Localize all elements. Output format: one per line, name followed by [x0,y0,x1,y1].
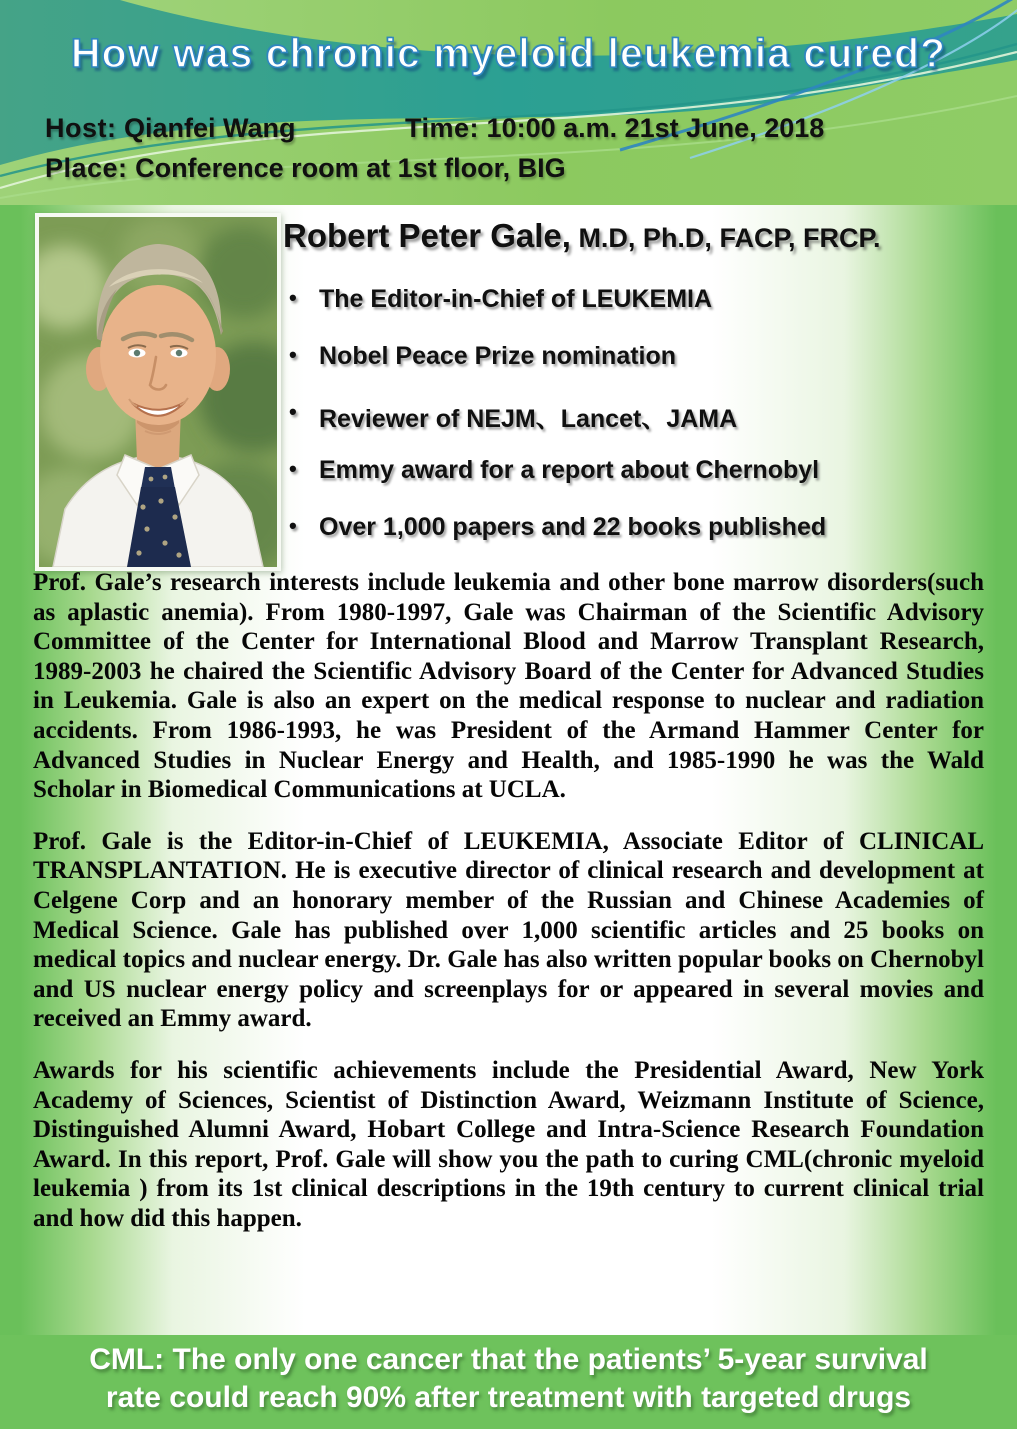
time-group [405,108,824,148]
bullet-icon: • [289,285,297,310]
host-time-row [45,108,975,148]
event-details [45,108,975,188]
list-item-text: Nobel Peace Prize nomination [319,342,677,370]
person-name-line [283,217,993,255]
place-row [45,148,975,188]
bullet-icon: • [289,342,297,367]
bullet-icon: • [289,513,297,538]
achievement-list [283,285,993,570]
list-item-text: Reviewer of NEJM、Lancet、JAMA [319,405,738,433]
bio-paragraph-2: Prof. Gale is the Editor-in-Chief of LEUKEMIA, Associate Editor of CLINICAL TRANSPLANTATION. He is executive director of clinical research and development at Celgene Corp and an honorary member of the Russian and Chinese Academies of Medical Science. Gale has published over 1,000 scientific articles and 25 books on medical topics and nuclear energy. Dr. Gale has also written popular books on Chernobyl and US nuclear energy policy and screenplays for or appeared in several movies and received an Emmy award. [33,827,984,1033]
bullet-icon: • [289,399,297,424]
main-content [0,205,1017,1335]
bio-paragraph-1: Prof. Gale’s research interests include leukemia and other bone marrow disorders(such as aplastic anemia). From 1980-1997, Gale was Chairman of the Scientific Advisory Committee of the Center for International Blood and Marrow Transplant Research, 1989-2003 he chaired the Scientific Advisory Board of the Center for Advanced Studies in Leukemia. Gale is also an expert on the medical response to nuclear and radiation accidents. From 1986-1993, he was President of the Armand Hammer Center for Advanced Studies in Nuclear Energy and Health, and 1985-1990 he was the Wald Scholar in Biomedical Communications at UCLA. [33,569,984,804]
bio-paragraph-3: Awards for his scientific achievements include the Presidential Award, New York Academy of Sciences, Scientist of Distinction Award, Weizmann Institute of Science, Distinguished Alumni Award, Hobart College and Intra-Science Research Foundation Award. In this report, Prof. Gale will show you the path to curing CML(chronic myeloid leukemia ) from its 1st clinical descriptions in the 19th century to current clinical trial and how did this happen. [33,1056,984,1232]
header-banner [0,0,1017,205]
cml-statement-line2: rate could reach 90% after treatment with targeted drugs [105,1381,912,1414]
list-item [283,513,993,570]
list-item-text: Over 1,000 papers and 22 books published [319,513,827,541]
profile-section [283,217,993,570]
person-name: Robert Peter Gale, [283,217,571,254]
list-item-text: The Editor-in-Chief of LEUKEMIA [319,285,713,313]
host-value: Qianfei Wang [124,113,296,143]
footer-banner [0,1335,1017,1429]
place-value: Conference room at 1st floor, BIG [135,153,566,183]
list-item [283,399,993,456]
biography-text [33,568,984,1233]
list-item [283,456,993,513]
place-label: Place: [45,153,128,183]
list-item [283,342,993,399]
cml-statement [0,1335,1017,1417]
list-item [283,285,993,342]
time-label: Time: [405,113,480,143]
list-item-text: Emmy award for a report about Chernobyl [319,456,820,484]
bullet-icon: • [289,456,297,481]
host-label: Host: [45,113,117,143]
poster-title: How was chronic myeloid leukemia cured? [70,30,947,76]
time-value: 10:00 a.m. 21st June, 2018 [486,113,825,143]
portrait-illustration [39,217,277,567]
portrait-photo [35,213,281,571]
cml-statement-line1: CML: The only one cancer that the patients’ 5-year survival [89,1343,928,1376]
person-credentials: M.D, Ph.D, FACP, FRCP. [570,223,881,253]
